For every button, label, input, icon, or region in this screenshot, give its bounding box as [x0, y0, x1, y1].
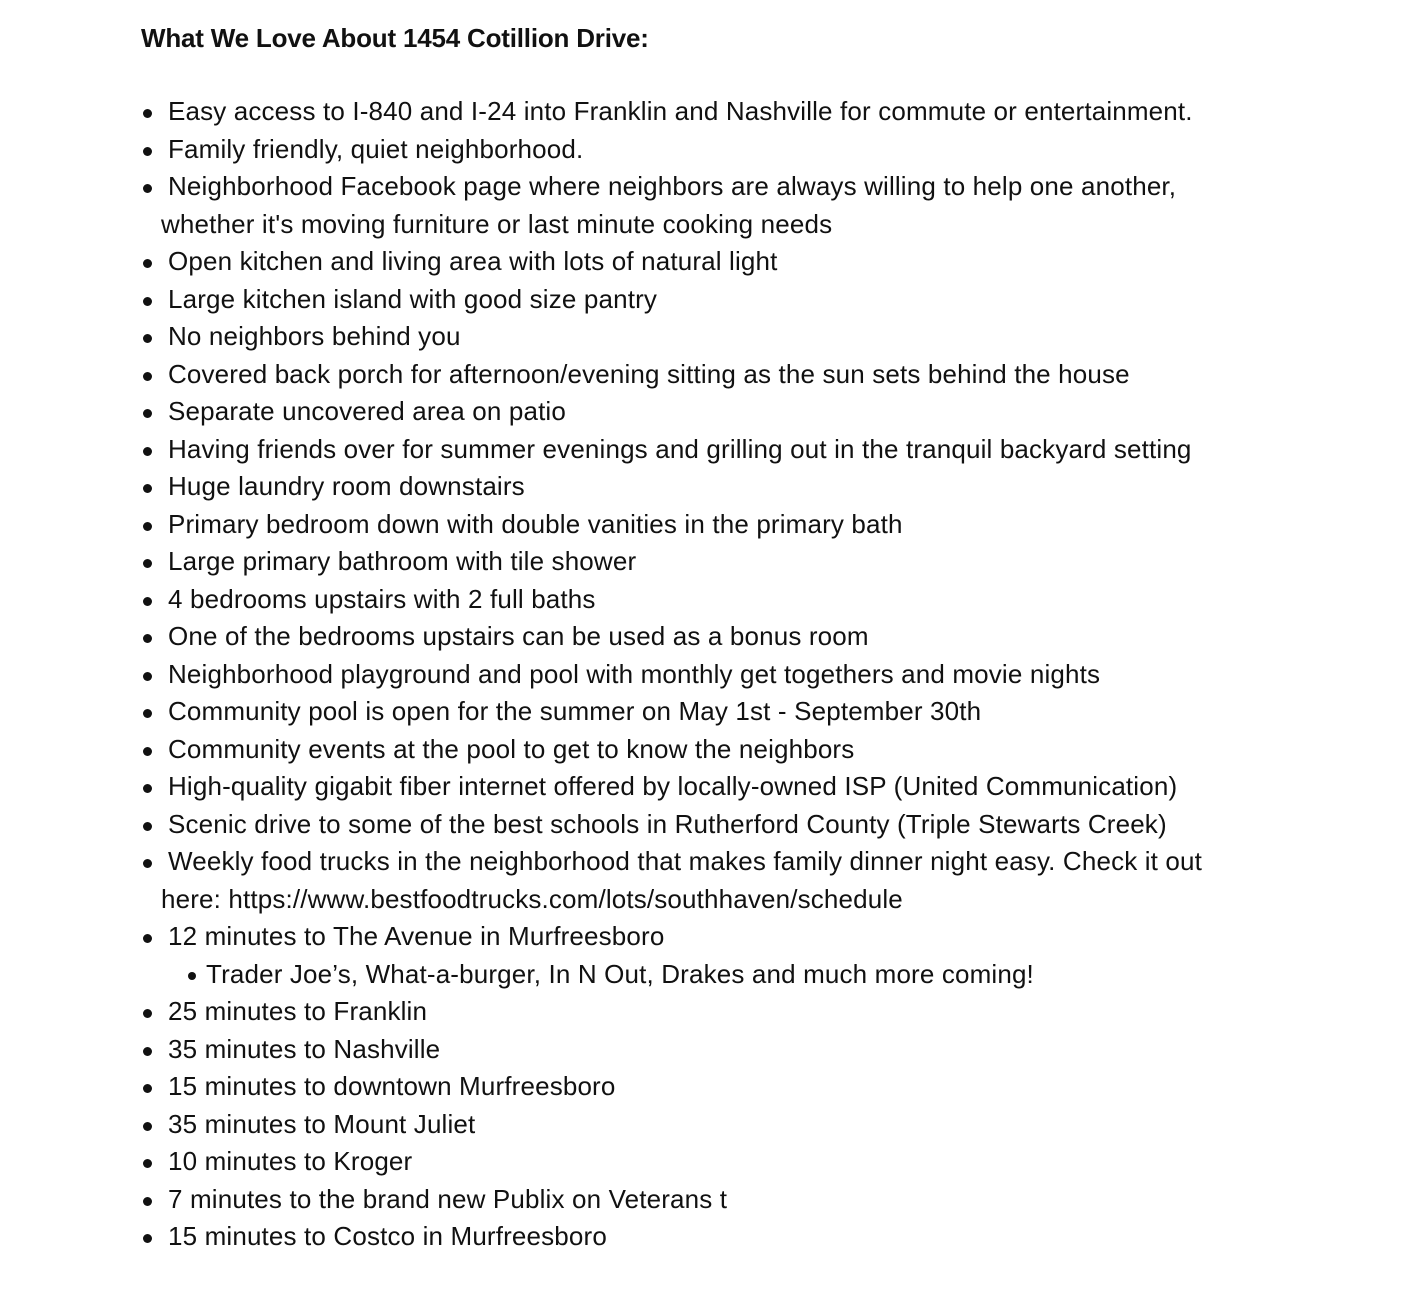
list-item: Neighborhood Facebook page where neighbors are always willing to help one another, whether it's moving furniture or last minute cooking needs	[141, 168, 1391, 243]
feature-list	[141, 93, 1391, 1256]
bullet-icon	[143, 672, 152, 681]
list-item: Open kitchen and living area with lots of natural light	[141, 243, 1391, 281]
sub-list	[168, 956, 1391, 994]
list-item: Community events at the pool to get to know the neighbors	[141, 731, 1391, 769]
bullet-icon	[143, 409, 152, 418]
list-item-continuation: here: https://www.bestfoodtrucks.com/lots/southhaven/schedule	[161, 883, 903, 914]
list-item-continuation: whether it's moving furniture or last minute cooking needs	[161, 208, 833, 239]
list-item: 15 minutes to Costco in Murfreesboro	[141, 1218, 1391, 1256]
bullet-icon	[143, 934, 152, 943]
list-item: 12 minutes to The Avenue in Murfreesboro Trader Joe’s, What-a-burger, In N Out, Drakes and much more coming!	[141, 918, 1391, 993]
bullet-icon	[143, 447, 152, 456]
bullet-icon	[143, 634, 152, 643]
bullet-icon	[143, 747, 152, 756]
page-title: What We Love About 1454 Cotillion Drive:	[141, 23, 649, 53]
list-item: Scenic drive to some of the best schools in Rutherford County (Triple Stewarts Creek)	[141, 806, 1391, 844]
bullet-icon	[143, 297, 152, 306]
list-item: Primary bedroom down with double vanities in the primary bath	[141, 506, 1391, 544]
bullet-icon	[143, 1159, 152, 1168]
bullet-icon	[143, 859, 152, 868]
bullet-icon	[143, 109, 152, 118]
list-item: Neighborhood playground and pool with monthly get togethers and movie nights	[141, 656, 1391, 694]
bullet-icon	[143, 1047, 152, 1056]
list-item: Community pool is open for the summer on May 1st - September 30th	[141, 693, 1391, 731]
list-item: 25 minutes to Franklin	[141, 993, 1391, 1031]
bullet-icon	[143, 822, 152, 831]
list-item: Covered back porch for afternoon/evening sitting as the sun sets behind the house	[141, 356, 1391, 394]
bullet-icon	[143, 1084, 152, 1093]
bullet-icon	[143, 259, 152, 268]
document-body	[141, 18, 1391, 1256]
list-item: Easy access to I-840 and I-24 into Franklin and Nashville for commute or entertainment.	[141, 93, 1391, 131]
list-item: 10 minutes to Kroger	[141, 1143, 1391, 1181]
bullet-icon	[143, 1009, 152, 1018]
list-item: Large primary bathroom with tile shower	[141, 543, 1391, 581]
bullet-icon	[143, 1197, 152, 1206]
bullet-icon	[143, 184, 152, 193]
bullet-icon	[143, 147, 152, 156]
bullet-icon	[143, 559, 152, 568]
list-item: 35 minutes to Mount Juliet	[141, 1106, 1391, 1144]
sub-list-item: Trader Joe’s, What-a-burger, In N Out, Drakes and much more coming!	[206, 956, 1391, 994]
list-item: Large kitchen island with good size pantry	[141, 281, 1391, 319]
list-item: 4 bedrooms upstairs with 2 full baths	[141, 581, 1391, 619]
list-item: Weekly food trucks in the neighborhood that makes family dinner night easy. Check it out here: https://www.bestfoodtrucks.com/lots/southhaven/schedule	[141, 843, 1391, 918]
list-item: Separate uncovered area on patio	[141, 393, 1391, 431]
bullet-icon	[143, 597, 152, 606]
list-item: 7 minutes to the brand new Publix on Veterans t	[141, 1181, 1391, 1219]
list-item: No neighbors behind you	[141, 318, 1391, 356]
bullet-icon	[143, 1234, 152, 1243]
list-item: Having friends over for summer evenings and grilling out in the tranquil backyard setting	[141, 431, 1391, 469]
bullet-icon	[143, 372, 152, 381]
list-item: High-quality gigabit fiber internet offered by locally-owned ISP (United Communication)	[141, 768, 1391, 806]
bullet-icon	[143, 709, 152, 718]
bullet-icon	[143, 784, 152, 793]
bullet-icon	[143, 1122, 152, 1131]
list-item: One of the bedrooms upstairs can be used as a bonus room	[141, 618, 1391, 656]
sub-bullet-icon	[188, 972, 196, 980]
list-item: 15 minutes to downtown Murfreesboro	[141, 1068, 1391, 1106]
list-item: 35 minutes to Nashville	[141, 1031, 1391, 1069]
bullet-icon	[143, 522, 152, 531]
bullet-icon	[143, 484, 152, 493]
list-item: Family friendly, quiet neighborhood.	[141, 131, 1391, 169]
list-item: Huge laundry room downstairs	[141, 468, 1391, 506]
bullet-icon	[143, 334, 152, 343]
